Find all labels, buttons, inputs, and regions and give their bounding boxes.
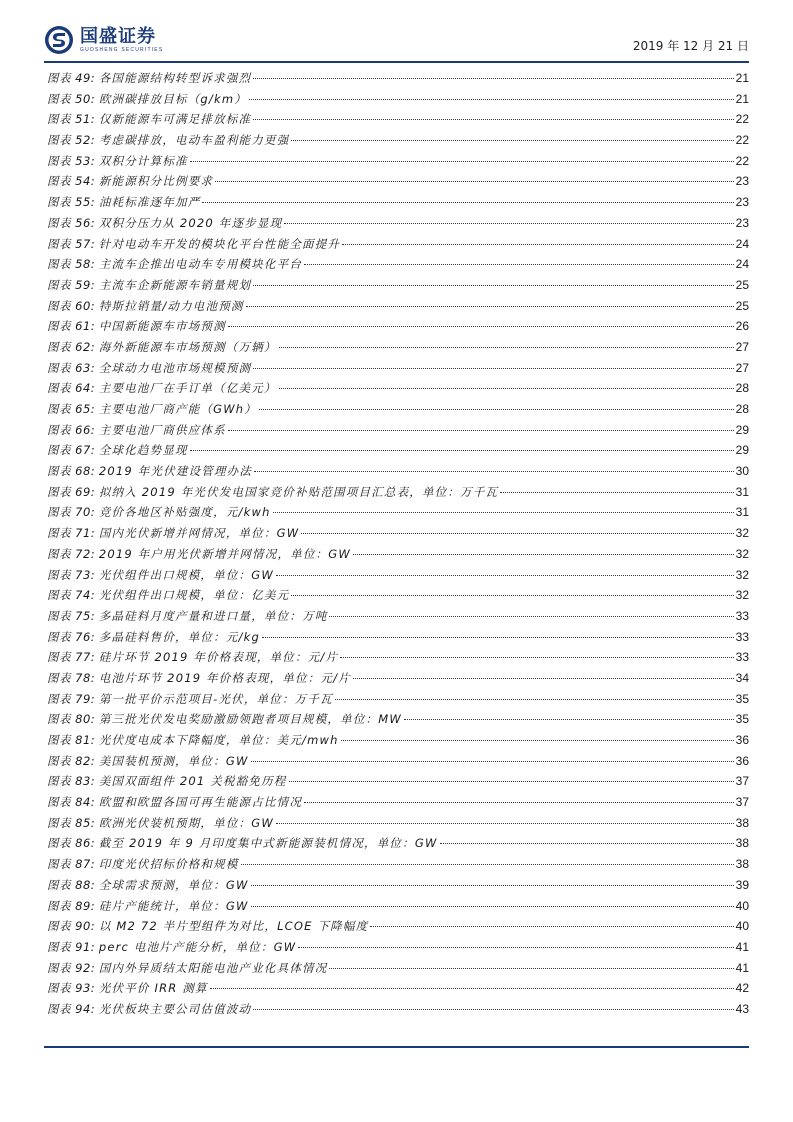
dot-leader bbox=[284, 223, 733, 224]
toc-entry-label bbox=[47, 835, 438, 851]
toc-entry[interactable] bbox=[47, 173, 749, 194]
toc-entry[interactable] bbox=[47, 918, 749, 939]
toc-entry-label bbox=[47, 815, 274, 831]
page-number: 37 bbox=[735, 795, 749, 810]
figure-number: 图表 73: bbox=[47, 567, 96, 582]
figure-title: 各国能源结构转型诉求强烈 bbox=[98, 71, 252, 85]
toc-entry[interactable] bbox=[47, 794, 749, 815]
toc-entry[interactable] bbox=[47, 753, 749, 774]
footer-divider bbox=[44, 1046, 749, 1048]
toc-entry[interactable] bbox=[47, 318, 749, 339]
toc-entry-label bbox=[47, 525, 299, 541]
page-number: 40 bbox=[735, 898, 749, 913]
figure-title: 美国双面组件 201 关税豁免历程 bbox=[98, 774, 287, 789]
figure-title: 主流车企推出电动车专用模块化平台 bbox=[98, 257, 303, 272]
page-number: 36 bbox=[735, 753, 749, 768]
dot-leader bbox=[298, 947, 733, 948]
dot-leader bbox=[228, 430, 734, 431]
toc-entry-label bbox=[47, 856, 239, 872]
dot-leader bbox=[253, 285, 733, 286]
dot-leader bbox=[190, 450, 734, 451]
page-number: 38 bbox=[735, 857, 749, 872]
toc-entry-label bbox=[47, 132, 289, 148]
figure-title: 海外新能源车市场预测（万辆） bbox=[98, 339, 277, 354]
page-number: 39 bbox=[735, 877, 749, 892]
figure-number: 图表 92: bbox=[47, 960, 96, 975]
toc-entry-label bbox=[47, 546, 351, 562]
dot-leader bbox=[251, 906, 734, 907]
figure-title: 国内光伏新增并网情况，单位：GW bbox=[98, 526, 300, 541]
toc-entry[interactable] bbox=[47, 629, 749, 650]
page-number: 21 bbox=[735, 71, 749, 85]
figure-title: 欧盟和欧盟各国可再生能源占比情况 bbox=[98, 795, 303, 810]
page-number: 40 bbox=[735, 919, 749, 934]
dot-leader bbox=[353, 678, 734, 679]
toc-entry[interactable] bbox=[47, 567, 749, 588]
dot-leader bbox=[228, 326, 734, 327]
figure-number: 图表 52: bbox=[47, 133, 96, 148]
figure-number: 图表 63: bbox=[47, 360, 96, 375]
figure-title: 全球动力电池市场规模预测 bbox=[98, 360, 252, 375]
dot-leader bbox=[279, 388, 734, 389]
logo-english-name: GUOSHENG SECURITIES bbox=[80, 46, 164, 53]
figure-title: 光伏度电成本下降幅度，单位：美元/mwh bbox=[98, 733, 339, 747]
page-number: 38 bbox=[735, 836, 749, 851]
figure-title: 双积分计算标准 bbox=[98, 153, 188, 168]
figure-number: 图表 75: bbox=[47, 608, 96, 623]
toc-entry-label bbox=[47, 298, 244, 314]
figure-number: 图表 69: bbox=[47, 484, 96, 499]
dot-leader bbox=[253, 78, 733, 79]
dot-leader bbox=[440, 843, 734, 844]
figure-number: 图表 83: bbox=[47, 774, 96, 789]
page-number: 41 bbox=[735, 960, 749, 975]
toc-entry[interactable] bbox=[47, 608, 749, 629]
toc-entry-label bbox=[47, 380, 277, 396]
figure-number: 图表 50: bbox=[47, 91, 96, 106]
page-number: 31 bbox=[735, 505, 749, 520]
logo-chinese-name: 国盛证券 bbox=[80, 25, 156, 47]
figure-number: 图表 65: bbox=[47, 402, 96, 416]
dot-leader bbox=[202, 202, 733, 203]
figure-number: 图表 51: bbox=[47, 112, 96, 127]
figure-number: 图表 90: bbox=[47, 919, 96, 934]
dot-leader bbox=[329, 968, 733, 969]
figure-number: 图表 86: bbox=[47, 836, 96, 851]
toc-entry[interactable] bbox=[47, 153, 749, 174]
dot-leader bbox=[251, 885, 734, 886]
figure-title: 光伏平价 IRR 测算 bbox=[98, 981, 208, 996]
figure-number: 图表 77: bbox=[47, 650, 96, 665]
page-number: 35 bbox=[735, 691, 749, 706]
figure-number: 图表 66: bbox=[47, 422, 96, 437]
page-number: 33 bbox=[735, 650, 749, 665]
page-number: 21 bbox=[735, 91, 749, 106]
page-number: 43 bbox=[735, 1001, 749, 1016]
toc-entry[interactable] bbox=[47, 70, 749, 91]
toc-entry-label bbox=[47, 939, 296, 955]
toc-entry-label bbox=[47, 484, 498, 500]
toc-entry[interactable] bbox=[47, 856, 749, 877]
header-divider bbox=[44, 61, 749, 63]
toc-entry-label bbox=[47, 318, 226, 334]
dot-leader bbox=[291, 595, 733, 596]
toc-entry-label bbox=[47, 649, 338, 665]
figure-title: 截至 2019 年 9 月印度集中式新能源装机情况，单位：GW bbox=[98, 836, 438, 851]
toc-entry[interactable] bbox=[47, 1001, 749, 1022]
figure-title: 拟纳入 2019 年光伏发电国家竞价补贴范围项目汇总表，单位：万千瓦 bbox=[98, 484, 499, 499]
figure-number: 图表 84: bbox=[47, 795, 96, 810]
toc-entry[interactable] bbox=[47, 815, 749, 836]
toc-entry-label bbox=[47, 236, 340, 252]
dot-leader bbox=[253, 119, 733, 120]
figure-title: 第三批光伏发电奖励激励领跑者项目规模，单位：MW bbox=[98, 712, 402, 727]
toc-entry[interactable] bbox=[47, 525, 749, 546]
figure-title: 仅新能源车可满足排放标准 bbox=[98, 112, 252, 127]
figure-number: 图表 68: bbox=[47, 464, 96, 479]
figure-title: 硅片环节 2019 年价格表现，单位：元/片 bbox=[98, 650, 339, 665]
figure-title: 多晶硅料月度产量和进口量，单位：万吨 bbox=[98, 608, 328, 623]
page-number: 34 bbox=[735, 670, 749, 685]
figure-number: 图表 76: bbox=[47, 629, 96, 644]
page-number: 25 bbox=[735, 277, 749, 292]
dot-leader bbox=[289, 781, 734, 782]
figure-title: 2019 年光伏建设管理办法 bbox=[98, 464, 253, 479]
figure-number: 图表 49: bbox=[47, 71, 96, 85]
dot-leader bbox=[335, 699, 734, 700]
dot-leader bbox=[342, 244, 734, 245]
toc-entry-label bbox=[47, 277, 251, 293]
toc-entry-label bbox=[47, 732, 339, 748]
figure-title: 全球需求预测，单位：GW bbox=[98, 877, 249, 892]
toc-entry-label bbox=[47, 629, 260, 645]
toc-entry-label bbox=[47, 463, 252, 479]
figure-number: 图表 74: bbox=[47, 588, 96, 603]
figure-title: 新能源积分比例要求 bbox=[98, 174, 214, 189]
figure-number: 图表 64: bbox=[47, 381, 96, 396]
figure-title: perc 电池片产能分析，单位：GW bbox=[98, 939, 297, 954]
figure-number: 图表 54: bbox=[47, 174, 96, 189]
figure-title: 国内外异质结太阳能电池产业化具体情况 bbox=[98, 960, 328, 975]
toc-entry-label bbox=[47, 401, 257, 417]
figure-number: 图表 67: bbox=[47, 443, 96, 458]
dot-leader bbox=[276, 823, 734, 824]
toc-entry-label bbox=[47, 256, 302, 272]
toc-entry-label bbox=[47, 1001, 251, 1017]
page-number: 27 bbox=[735, 360, 749, 375]
page-number: 41 bbox=[735, 939, 749, 954]
toc-entry[interactable] bbox=[47, 504, 749, 525]
dot-leader bbox=[304, 802, 734, 803]
toc-entry-label bbox=[47, 153, 188, 169]
page-number: 22 bbox=[735, 153, 749, 168]
figure-title: 竞价各地区补贴强度，元/kwh bbox=[98, 505, 271, 520]
figure-number: 图表 94: bbox=[47, 1001, 96, 1016]
page-number: 33 bbox=[735, 608, 749, 623]
figure-number: 图表 87: bbox=[47, 857, 96, 872]
figure-title: 考虑碳排放，电动车盈利能力更强 bbox=[98, 133, 290, 148]
page-number: 38 bbox=[735, 815, 749, 830]
toc-entry[interactable] bbox=[47, 256, 749, 277]
toc-entry-label bbox=[47, 773, 287, 789]
page-number: 27 bbox=[735, 339, 749, 354]
page-number: 29 bbox=[735, 422, 749, 437]
figure-table-of-contents bbox=[47, 70, 749, 1022]
dot-leader bbox=[301, 533, 733, 534]
toc-entry[interactable] bbox=[47, 877, 749, 898]
figure-number: 图表 93: bbox=[47, 981, 96, 996]
toc-entry[interactable] bbox=[47, 463, 749, 484]
toc-entry[interactable] bbox=[47, 236, 749, 257]
dot-leader bbox=[273, 512, 734, 513]
toc-entry[interactable] bbox=[47, 484, 749, 505]
figure-title: 电池片环节 2019 年价格表现，单位：元/片 bbox=[98, 670, 351, 685]
toc-entry-label bbox=[47, 608, 327, 624]
page-number: 32 bbox=[735, 546, 749, 561]
toc-entry-label bbox=[47, 753, 249, 769]
dot-leader bbox=[353, 554, 734, 555]
figure-number: 图表 62: bbox=[47, 339, 96, 354]
toc-entry[interactable] bbox=[47, 649, 749, 670]
figure-title: 以 M2 72 半片型组件为对比，LCOE 下降幅度 bbox=[98, 919, 369, 934]
dot-leader bbox=[254, 471, 734, 472]
figure-title: 欧洲光伏装机预期，单位：GW bbox=[98, 815, 274, 830]
toc-entry[interactable] bbox=[47, 401, 749, 422]
toc-entry-label bbox=[47, 194, 200, 210]
figure-title: 油耗标准逐年加严 bbox=[98, 195, 201, 210]
dot-leader bbox=[341, 740, 734, 741]
figure-title: 中国新能源车市场预测 bbox=[98, 319, 226, 334]
figure-number: 图表 80: bbox=[47, 712, 96, 727]
figure-number: 图表 55: bbox=[47, 195, 96, 210]
dot-leader bbox=[291, 140, 733, 141]
guosheng-logo-icon bbox=[44, 25, 74, 55]
page-header bbox=[44, 22, 749, 62]
page-number: 25 bbox=[735, 298, 749, 313]
figure-number: 图表 91: bbox=[47, 939, 96, 954]
toc-entry[interactable] bbox=[47, 980, 749, 1001]
dot-leader bbox=[210, 988, 734, 989]
dot-leader bbox=[190, 161, 734, 162]
dot-leader bbox=[370, 926, 733, 927]
toc-entry[interactable] bbox=[47, 215, 749, 236]
toc-entry[interactable] bbox=[47, 898, 749, 919]
figure-title: 主要电池厂在手订单（亿美元） bbox=[98, 381, 277, 396]
figure-title: 全球化趋势显现 bbox=[98, 443, 188, 458]
figure-title: 2019 年户用光伏新增并网情况，单位：GW bbox=[98, 546, 351, 561]
page-number: 36 bbox=[735, 733, 749, 747]
figure-title: 光伏组件出口规模，单位：GW bbox=[98, 567, 274, 582]
toc-entry-label bbox=[47, 794, 302, 810]
toc-entry-label bbox=[47, 215, 282, 231]
toc-entry[interactable] bbox=[47, 194, 749, 215]
figure-number: 图表 89: bbox=[47, 898, 96, 913]
toc-entry[interactable] bbox=[47, 380, 749, 401]
figure-title: 主要电池厂商供应体系 bbox=[98, 422, 226, 437]
figure-title: 特斯拉销量/动力电池预测 bbox=[98, 298, 244, 313]
dot-leader bbox=[340, 657, 733, 658]
toc-entry[interactable] bbox=[47, 711, 749, 732]
page-number: 23 bbox=[735, 174, 749, 189]
figure-number: 图表 81: bbox=[47, 733, 96, 747]
toc-entry-label bbox=[47, 711, 402, 727]
page-number: 37 bbox=[735, 774, 749, 789]
toc-entry-label bbox=[47, 360, 251, 376]
figure-title: 第一批平价示范项目-光伏，单位：万千瓦 bbox=[98, 691, 333, 706]
figure-number: 图表 60: bbox=[47, 298, 96, 313]
page-number: 22 bbox=[735, 133, 749, 148]
toc-entry[interactable] bbox=[47, 442, 749, 463]
toc-entry[interactable] bbox=[47, 732, 749, 753]
dot-leader bbox=[304, 264, 734, 265]
figure-number: 图表 85: bbox=[47, 815, 96, 830]
figure-number: 图表 53: bbox=[47, 153, 96, 168]
page-number: 24 bbox=[735, 236, 749, 251]
toc-entry[interactable] bbox=[47, 132, 749, 153]
toc-entry[interactable] bbox=[47, 91, 749, 112]
figure-title: 硅片产能统计，单位：GW bbox=[98, 898, 249, 913]
toc-entry[interactable] bbox=[47, 587, 749, 608]
page-number: 23 bbox=[735, 195, 749, 210]
page-number: 32 bbox=[735, 567, 749, 582]
toc-entry-label bbox=[47, 898, 249, 914]
dot-leader bbox=[241, 864, 734, 865]
page-number: 23 bbox=[735, 215, 749, 230]
toc-entry[interactable] bbox=[47, 111, 749, 132]
dot-leader bbox=[500, 492, 733, 493]
figure-title: 针对电动车开发的模块化平台性能全面提升 bbox=[98, 236, 341, 251]
dot-leader bbox=[276, 575, 734, 576]
toc-entry[interactable] bbox=[47, 360, 749, 381]
page-number: 33 bbox=[735, 629, 749, 644]
figure-number: 图表 82: bbox=[47, 753, 96, 768]
page-number: 35 bbox=[735, 712, 749, 727]
toc-entry[interactable] bbox=[47, 773, 749, 794]
company-logo bbox=[44, 22, 163, 58]
figure-number: 图表 72: bbox=[47, 546, 96, 561]
dot-leader bbox=[253, 368, 733, 369]
figure-number: 图表 58: bbox=[47, 257, 96, 272]
toc-entry-label bbox=[47, 111, 251, 127]
dot-leader bbox=[259, 409, 734, 410]
dot-leader bbox=[253, 1009, 733, 1010]
figure-title: 主要电池厂商产能（GWh） bbox=[98, 402, 257, 416]
page-number: 28 bbox=[735, 402, 749, 416]
dot-leader bbox=[404, 719, 734, 720]
toc-entry-label bbox=[47, 504, 271, 520]
dot-leader bbox=[246, 306, 734, 307]
figure-number: 图表 56: bbox=[47, 215, 96, 230]
page-number: 29 bbox=[735, 443, 749, 458]
toc-entry[interactable] bbox=[47, 546, 749, 567]
dot-leader bbox=[262, 637, 734, 638]
dot-leader bbox=[215, 181, 734, 182]
toc-entry-label bbox=[47, 918, 368, 934]
figure-number: 图表 88: bbox=[47, 877, 96, 892]
toc-entry[interactable] bbox=[47, 277, 749, 298]
toc-entry[interactable] bbox=[47, 835, 749, 856]
toc-entry-label bbox=[47, 173, 213, 189]
dot-leader bbox=[251, 761, 734, 762]
toc-entry[interactable] bbox=[47, 939, 749, 960]
toc-entry-label bbox=[47, 70, 251, 86]
dot-leader bbox=[329, 616, 733, 617]
figure-number: 图表 71: bbox=[47, 526, 96, 541]
toc-entry-label bbox=[47, 670, 351, 686]
toc-entry-label bbox=[47, 960, 327, 976]
toc-entry[interactable] bbox=[47, 422, 749, 443]
page-number: 26 bbox=[735, 319, 749, 334]
page-number: 30 bbox=[735, 464, 749, 479]
toc-entry-label bbox=[47, 91, 247, 107]
toc-entry-label bbox=[47, 877, 249, 893]
page-number: 31 bbox=[735, 484, 749, 499]
toc-entry-label bbox=[47, 339, 277, 355]
toc-entry[interactable] bbox=[47, 339, 749, 360]
toc-entry[interactable] bbox=[47, 670, 749, 691]
toc-entry-label bbox=[47, 587, 289, 603]
page-number: 24 bbox=[735, 257, 749, 272]
figure-number: 图表 61: bbox=[47, 319, 96, 334]
figure-title: 多晶硅料售价，单位：元/kg bbox=[98, 629, 260, 644]
figure-number: 图表 79: bbox=[47, 691, 96, 706]
toc-entry-label bbox=[47, 422, 226, 438]
toc-entry-label bbox=[47, 691, 333, 707]
page-number: 22 bbox=[735, 112, 749, 127]
dot-leader bbox=[279, 347, 734, 348]
figure-number: 图表 70: bbox=[47, 505, 96, 520]
dot-leader bbox=[249, 99, 734, 100]
report-date: 2019 年 12 月 21 日 bbox=[632, 39, 749, 53]
figure-number: 图表 78: bbox=[47, 670, 96, 685]
figure-title: 光伏板块主要公司估值波动 bbox=[98, 1001, 252, 1016]
figure-title: 双积分压力从 2020 年逐步显现 bbox=[98, 215, 283, 230]
figure-title: 欧洲碳排放目标（g/km） bbox=[98, 91, 247, 106]
toc-entry-label bbox=[47, 442, 188, 458]
figure-title: 印度光伏招标价格和规模 bbox=[98, 857, 239, 872]
page-number: 42 bbox=[735, 981, 749, 996]
toc-entry[interactable] bbox=[47, 691, 749, 712]
figure-number: 图表 59: bbox=[47, 277, 96, 292]
toc-entry-label bbox=[47, 567, 274, 583]
page-number: 32 bbox=[735, 588, 749, 603]
figure-title: 美国装机预测，单位：GW bbox=[98, 753, 249, 768]
figure-number: 图表 57: bbox=[47, 236, 96, 251]
figure-title: 主流车企新能源车销量规划 bbox=[98, 277, 252, 292]
page-number: 32 bbox=[735, 526, 749, 541]
toc-entry[interactable] bbox=[47, 298, 749, 319]
toc-entry-label bbox=[47, 980, 208, 996]
page-number: 28 bbox=[735, 381, 749, 396]
figure-title: 光伏组件出口规模，单位：亿美元 bbox=[98, 588, 290, 603]
toc-entry[interactable] bbox=[47, 960, 749, 981]
